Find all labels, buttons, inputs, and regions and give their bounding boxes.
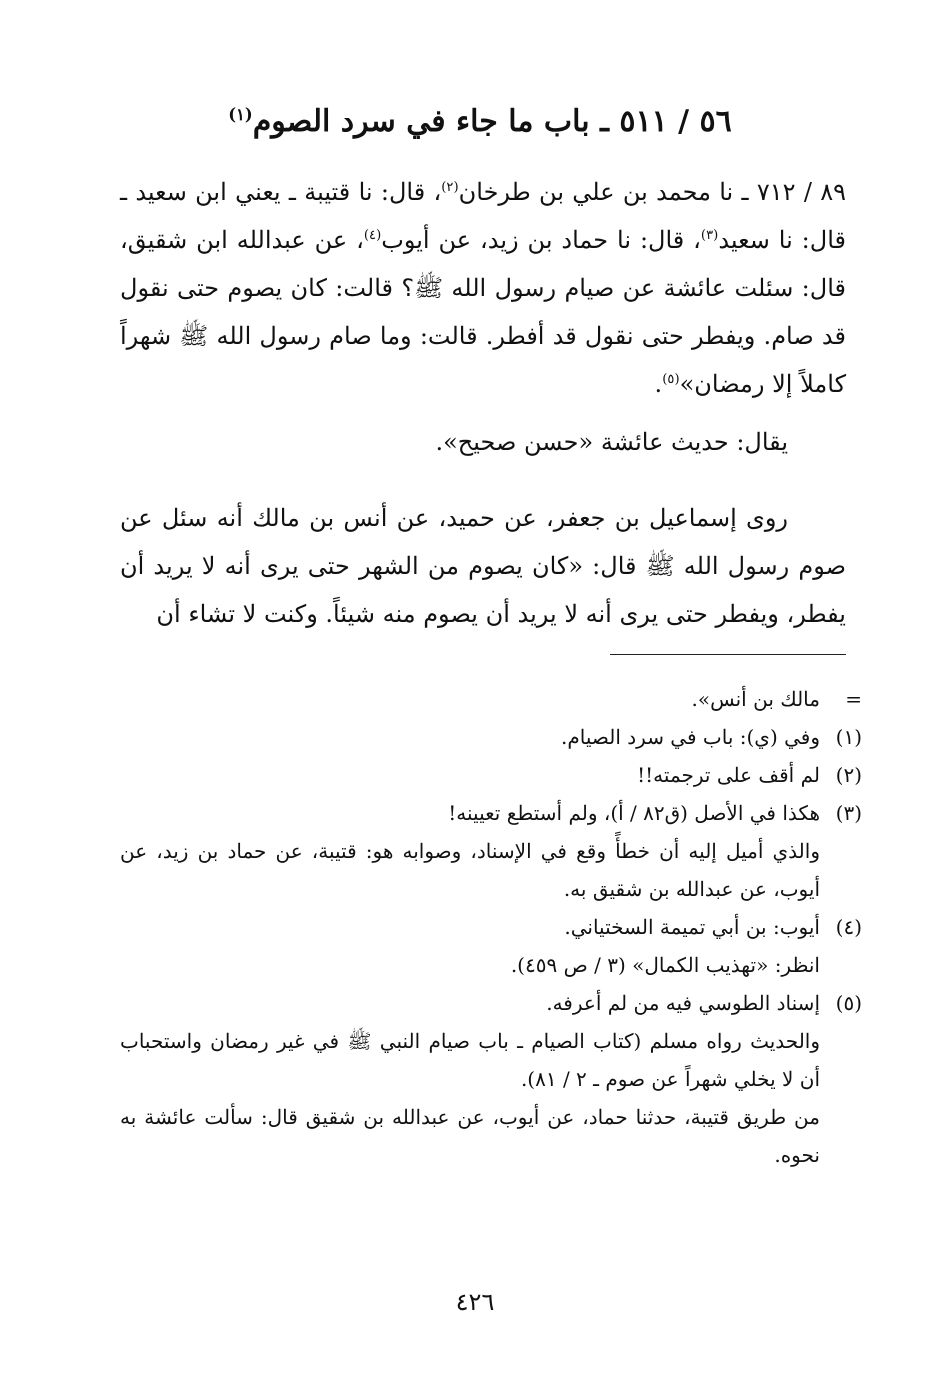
footnote-text: أيوب: بن أبي تميمة السختياني. xyxy=(564,915,820,939)
footnote-text: لم أقف على ترجمته!! xyxy=(637,763,820,787)
footnote-4 xyxy=(120,908,862,946)
footnotes-section xyxy=(120,680,862,1174)
footnote-marker: (٣) xyxy=(835,801,862,825)
text-segment: . xyxy=(654,370,663,398)
footnote-5-continuation: والحديث رواه مسلم (كتاب الصيام ـ باب صيام النبي ﷺ في غير رمضان واستحباب أن لا يخلي شهراً عن صوم ـ ٢ / ٨١). xyxy=(120,1029,820,1091)
footnote-ref: (٥) xyxy=(662,372,680,387)
footnote-ref: (٣) xyxy=(700,228,719,243)
footnote-ref: (٤) xyxy=(363,228,382,243)
footnote-separator xyxy=(610,654,846,655)
footnote-5 xyxy=(120,984,862,1022)
footnote-marker: (٢) xyxy=(835,763,862,787)
footnote-1 xyxy=(120,718,862,756)
chapter-title-text: ٥٦ / ٥١١ ـ باب ما جاء في سرد الصوم xyxy=(252,104,732,139)
page-number: ٤٢٦ xyxy=(455,1288,495,1316)
footnote-marker: (٥) xyxy=(835,991,862,1015)
footnote-marker: (١) xyxy=(835,725,862,749)
text-segment: ، قال: نا قتيبة ـ يعني ابن سعيد ـ قال: نا سعيد xyxy=(120,178,846,254)
narration-paragraph: روى إسماعيل بن جعفر، عن حميد، عن أنس بن مالك أنه سئل عن صوم رسول الله ﷺ قال: «كان يصوم من الشهر حتى يرى أنه لا يريد أن يفطر، ويفطر حتى يرى أنه لا يريد أن يصوم منه شيئاً. وكنت لا تشاء أن xyxy=(120,504,846,628)
footnote-text: إسناد الطوسي فيه من لم أعرفه. xyxy=(546,991,820,1015)
text-segment: ، عن عبدالله ابن شقيق، قال: سئلت عائشة عن صيام رسول الله ﷺ؟ قالت: كان يصوم حتى نقول قد صام. ويفطر حتى نقول قد أفطر. قالت: وما صام رسول الله ﷺ شهراً كاملاً إلا رمضان» xyxy=(120,226,847,398)
text-segment: ، قال: نا حماد بن زيد، عن أيوب xyxy=(381,226,701,254)
footnote-2 xyxy=(120,756,862,794)
chapter-title xyxy=(120,100,840,144)
footnote-text: وفي (ي): باب في سرد الصيام. xyxy=(561,725,820,749)
footnote-marker: (٤) xyxy=(835,915,862,939)
footnote-4-continuation: انظر: «تهذيب الكمال» (٣ / ص ٤٥٩). xyxy=(510,953,820,977)
footnote-text: مالك بن أنس». xyxy=(691,687,820,711)
footnote-continuation xyxy=(120,680,862,718)
footnote-5-continuation: من طريق قتيبة، حدثنا حماد، عن أيوب، عن عبدالله بن شقيق قال: سألت عائشة به نحوه. xyxy=(120,1105,820,1167)
footnote-ref: (١) xyxy=(228,105,253,124)
footnote-ref: (٢) xyxy=(441,180,459,195)
footnote-3 xyxy=(120,794,862,832)
continuation-marker: = xyxy=(845,687,862,711)
footnote-3-continuation: والذي أميل إليه أن خطأً وقع في الإسناد، وصوابه هو: قتيبة، عن حماد بن زيد، عن أيوب، عن عبدالله بن شقيق به. xyxy=(120,839,820,901)
hadith-paragraph xyxy=(120,168,846,408)
text-segment: ٨٩ / ٧١٢ ـ نا محمد بن علي بن طرخان xyxy=(458,178,847,206)
footnote-text: هكذا في الأصل (ق٨٢ / أ)، ولم أستطع تعيينه! xyxy=(448,801,820,825)
grading-paragraph: يقال: حديث عائشة «حسن صحيح». xyxy=(435,428,788,456)
